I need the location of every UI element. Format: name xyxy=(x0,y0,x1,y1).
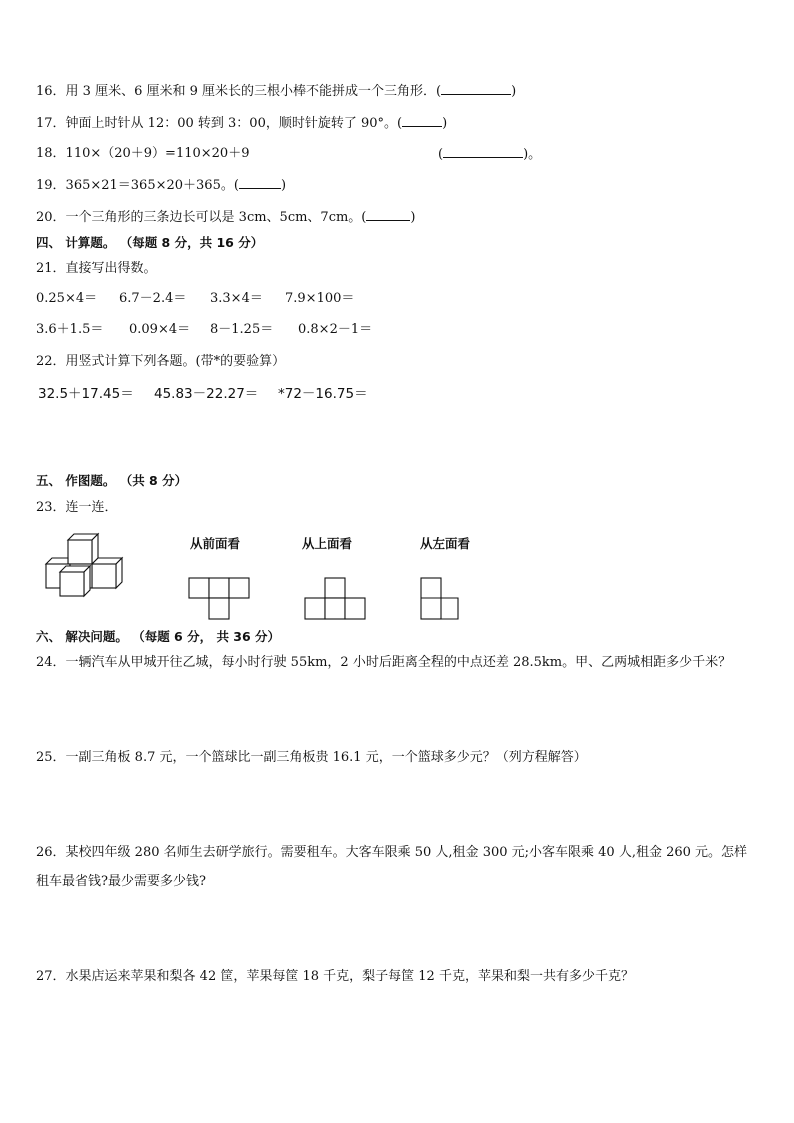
question-22: 22．用竖式计算下列各题。(带*的要验算） xyxy=(36,354,286,369)
calc-item: 3.3×4＝ xyxy=(210,291,263,306)
answer-blank[interactable] xyxy=(239,176,281,189)
vertical-calc-item: 45.83－22.27＝ xyxy=(154,386,259,402)
calc-item: 8－1.25＝ xyxy=(210,322,274,337)
question-20: 20．一个三角形的三条边长可以是 3cm、5cm、7cm。( ) xyxy=(36,210,416,225)
question-25: 25．一副三角板 8.7 元，一个篮球比一副三角板贵 16.1 元，一个篮球多少元？（列方程解答） xyxy=(36,750,587,765)
top-view-shape[interactable] xyxy=(304,577,366,621)
question-17: 17．钟面上时针从 12：00 转到 3：00，顺时针旋转了 90°。( ) xyxy=(36,116,448,131)
question-18: 18．110×（20＋9）=110×20＋9 xyxy=(36,146,250,161)
calc-item: 0.09×4＝ xyxy=(129,322,191,337)
answer-blank[interactable] xyxy=(443,145,523,158)
answer-blank[interactable] xyxy=(441,82,511,95)
section-4-heading: 四、 计算题。 （每题 8 分，共 16 分） xyxy=(36,235,264,250)
front-view-shape[interactable] xyxy=(188,577,250,621)
question-19: 19．365×21＝365×20＋365。( ) xyxy=(36,178,287,193)
question-26-line-1: 26．某校四年级 280 名师生去研学旅行。需要租车。大客车限乘 50 人,租金 300 元;小客车限乘 40 人,租金 260 元。怎样 xyxy=(36,845,748,860)
calc-item: 0.8×2－1＝ xyxy=(298,322,373,337)
answer-blank[interactable] xyxy=(402,114,442,127)
view-label-front: 从前面看 xyxy=(190,536,241,551)
left-view-shape[interactable] xyxy=(420,577,464,621)
question-21: 21．直接写出得数。 xyxy=(36,261,157,276)
view-label-left: 从左面看 xyxy=(420,536,471,551)
question-24: 24．一辆汽车从甲城开往乙城，每小时行驶 55km，2 小时后距离全程的中点还差 28.5km。甲、乙两城相距多少千米？ xyxy=(36,655,732,670)
view-label-top: 从上面看 xyxy=(302,536,353,551)
question-16: 16．用 3 厘米、6 厘米和 9 厘米长的三根小棒不能拼成一个三角形．( ) xyxy=(36,84,517,99)
cube-stack-figure xyxy=(42,532,132,602)
question-23: 23．连一连． xyxy=(36,500,118,515)
section-6-heading: 六、 解决问题。 （每题 6 分， 共 36 分） xyxy=(36,629,281,644)
calc-item: 7.9×100＝ xyxy=(285,291,355,306)
question-27: 27．水果店运来苹果和梨各 42 筐，苹果每筐 18 千克，梨子每筐 12 千克，苹果和梨一共有多少千克？ xyxy=(36,969,634,984)
answer-blank[interactable] xyxy=(366,208,410,221)
calc-item: 3.6＋1.5＝ xyxy=(36,322,104,337)
vertical-calc-item: 32.5＋17.45＝ xyxy=(38,386,134,402)
section-5-heading: 五、 作图题。 （共 8 分） xyxy=(36,473,188,488)
vertical-calc-item: *72－16.75＝ xyxy=(278,386,368,402)
question-26-line-2: 租车最省钱?最少需要多少钱? xyxy=(36,874,206,889)
question-18-answer: ( )。 xyxy=(438,147,542,162)
calc-item: 0.25×4＝ xyxy=(36,291,98,306)
calc-item: 6.7－2.4＝ xyxy=(119,291,187,306)
